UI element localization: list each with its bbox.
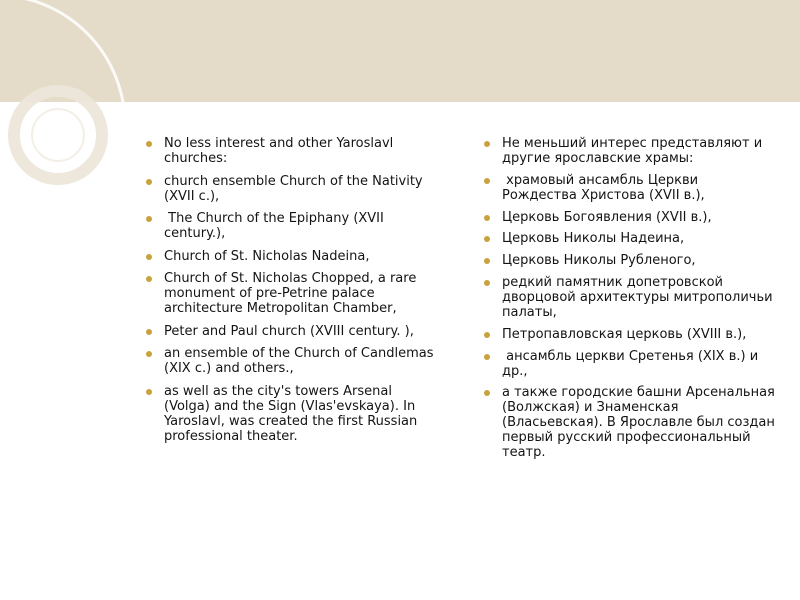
bullet-icon xyxy=(146,351,152,357)
bullet-icon xyxy=(484,280,490,286)
bullet-icon xyxy=(484,354,490,360)
bullet-icon xyxy=(146,329,152,335)
deco-circle-ring xyxy=(14,91,102,179)
bullet-icon xyxy=(484,258,490,264)
list-item: an ensemble of the Church of Candlemas (XIX c.) and others., xyxy=(146,346,436,376)
deco-circle-inner xyxy=(32,109,84,161)
header-band xyxy=(0,0,800,102)
english-text-list xyxy=(146,136,436,451)
list-item: Петропавловская церковь (XVIII в.), xyxy=(484,327,776,342)
bullet-icon xyxy=(146,276,152,282)
list-item: as well as the city's towers Arsenal (Volga) and the Sign (Vlas'evskaya). In Yaroslavl, was created the first Russian professional theater. xyxy=(146,384,436,444)
list-item: Церковь Николы Надеина, xyxy=(484,231,776,246)
bullet-icon xyxy=(484,390,490,396)
list-item: Не меньший интерес представляют и другие ярославские храмы: xyxy=(484,136,776,166)
list-item: The Church of the Epiphany (XVII century.), xyxy=(146,211,436,241)
list-item: храмовый ансамбль Церкви Рождества Христова (XVII в.), xyxy=(484,173,776,203)
list-item: Church of St. Nicholas Chopped, a rare monument of pre-Petrine palace architecture Metropolitan Chamber, xyxy=(146,271,436,316)
bullet-icon xyxy=(146,254,152,260)
bullet-icon xyxy=(146,389,152,395)
list-item: а также городские башни Арсенальная (Волжская) и Знаменская (Власьевская). В Ярославле был создан первый русский профессиональный театр. xyxy=(484,385,776,460)
list-item: редкий памятник допетровской дворцовой архитектуры митрополичьи палаты, xyxy=(484,275,776,320)
list-item: No less interest and other Yaroslavl churches: xyxy=(146,136,436,166)
bullet-icon xyxy=(146,216,152,222)
list-item: Церковь Богоявления (XVII в.), xyxy=(484,210,776,225)
bullet-icon xyxy=(484,236,490,242)
bullet-icon xyxy=(484,332,490,338)
list-item: Церковь Николы Рубленого, xyxy=(484,253,776,268)
bullet-icon xyxy=(484,215,490,221)
bullet-icon xyxy=(146,179,152,185)
bullet-icon xyxy=(484,178,490,184)
list-item: ансамбль церкви Сретенья (XIX в.) и др., xyxy=(484,349,776,379)
bullet-icon xyxy=(146,141,152,147)
bullet-icon xyxy=(484,141,490,147)
russian-text-list xyxy=(484,136,776,467)
list-item: Church of St. Nicholas Nadeina, xyxy=(146,249,436,264)
list-item: church ensemble Church of the Nativity (XVII c.), xyxy=(146,174,436,204)
list-item: Peter and Paul church (XVIII century. ), xyxy=(146,324,436,339)
